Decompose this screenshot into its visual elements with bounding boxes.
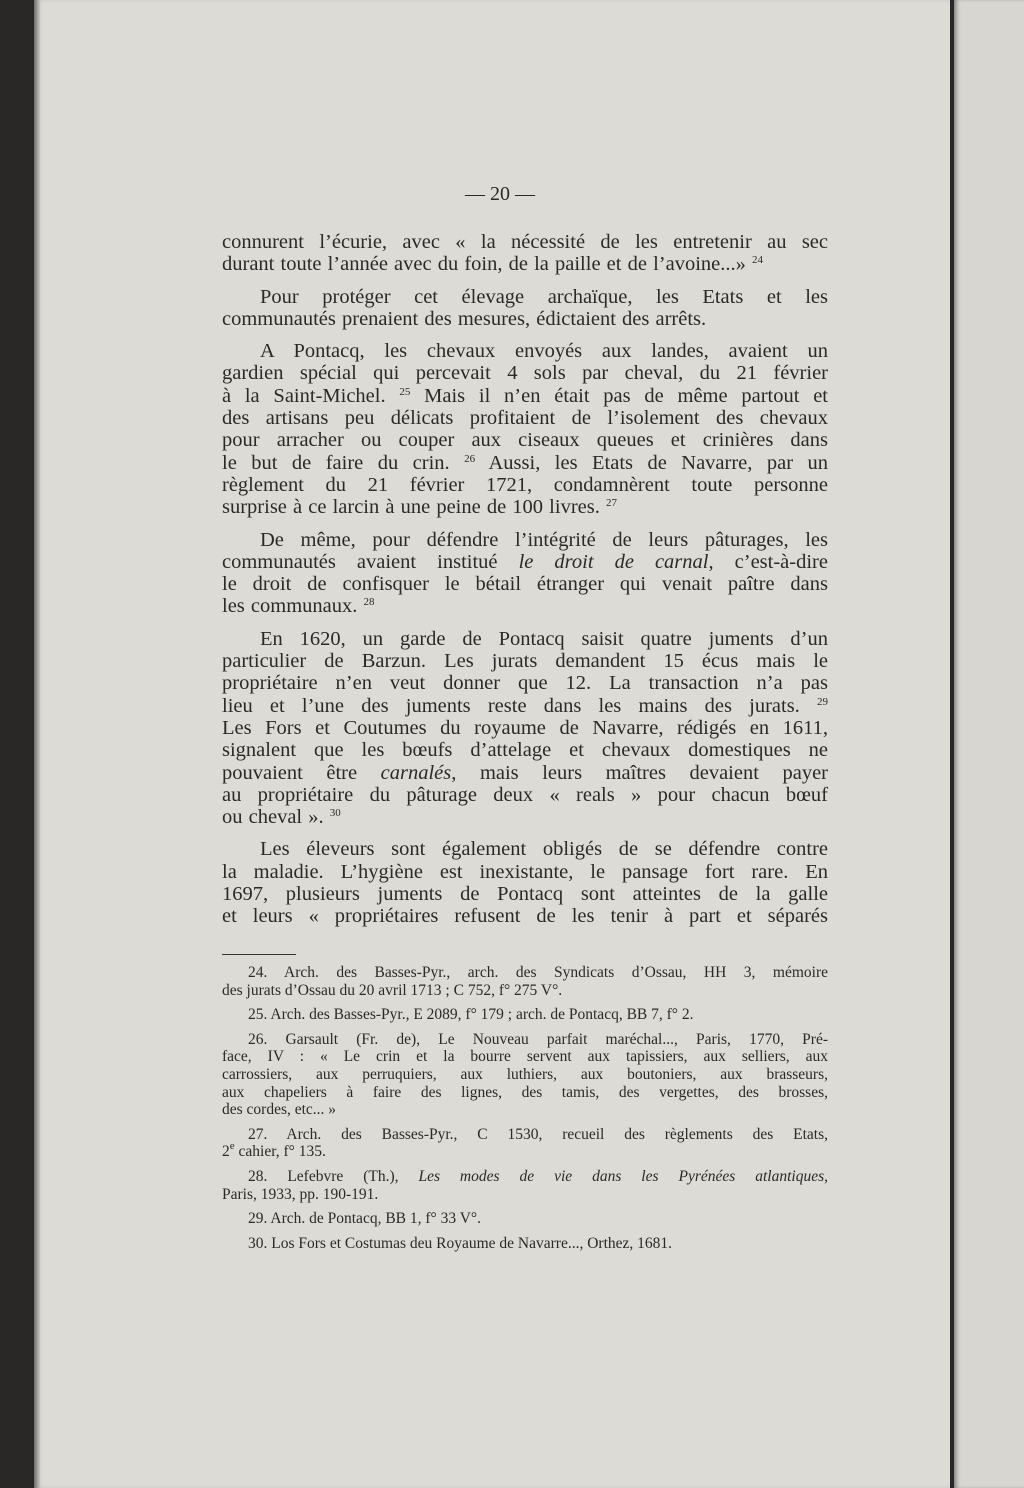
text-run: Aussi, les Etats de Navarre, par un (475, 451, 828, 474)
text-run: connurent l’écurie, avec « la nécessité de les entretenir au sec (222, 231, 828, 253)
footnote (222, 1031, 828, 1119)
page-number: — 20 — (465, 183, 535, 205)
footnote (222, 1126, 828, 1161)
text-line (222, 1084, 828, 1102)
text-run: carrossiers, aux perruquiers, aux luthiers, aux boutoniers, aux brasseurs, (222, 1065, 828, 1083)
text-run: Paris, 1933, pp. 190-191. (222, 1185, 379, 1203)
text-run: 25. Arch. des Basses-Pyr., E 2089, f° 179 ; arch. de Pontacq, BB 7, f° 2. (248, 1006, 694, 1024)
text-line (222, 573, 828, 595)
text-line (222, 1186, 828, 1204)
text-run: , c’est-à-dire (708, 550, 828, 573)
text-run: 27. Arch. des Basses-Pyr., C 1530, recueil des règlements des Etats, (248, 1125, 828, 1143)
paragraph (222, 231, 828, 276)
text-run: Pour protéger cet élevage archaïque, les Etats et les (260, 285, 828, 308)
text-run: Les éleveurs sont également obligés de se défendre contre (260, 838, 828, 861)
text-run: communautés prenaient des mesures, édictaient des arrêts. (222, 307, 707, 330)
text-line (222, 739, 828, 761)
text-run: , (824, 1167, 828, 1185)
footnote-ref: 24 (752, 254, 763, 267)
text-run: , mais leurs maîtres devaient payer (451, 761, 828, 784)
adjacent-page (954, 0, 1024, 1488)
text-line (222, 1006, 828, 1024)
text-run: au propriétaire du pâturage deux « reals » pour chacun bœuf (222, 783, 828, 806)
text-line (222, 529, 828, 551)
text-line (222, 1235, 828, 1253)
text-run: les communaux. (222, 595, 364, 618)
footnote-ref: e (229, 1140, 235, 1153)
text-line (222, 905, 828, 927)
text-line (222, 1066, 828, 1084)
text-line (222, 1048, 828, 1066)
text-run: lieu et l’une des juments reste dans les mains des jurats. (222, 694, 817, 717)
text-line (222, 838, 828, 860)
footnote (222, 1168, 828, 1203)
footnote-ref: 30 (329, 807, 341, 820)
text-run: gardien spécial qui percevait 4 sols par cheval, du 21 février (222, 362, 828, 385)
footnote (222, 964, 828, 999)
text-run: des jurats d’Ossau du 20 avril 1713 ; C 752, f° 275 V°. (222, 981, 563, 999)
text-line (222, 1126, 828, 1144)
footnote-ref: 29 (817, 695, 828, 708)
text-line (222, 231, 828, 253)
body-text (222, 231, 828, 938)
text-line (222, 253, 828, 275)
footnote (222, 1006, 828, 1024)
text-run: 24. Arch. des Basses-Pyr., arch. des Syndicats d’Ossau, HH 3, mémoire (248, 964, 828, 981)
text-line (222, 1210, 828, 1228)
text-run: A Pontacq, les chevaux envoyés aux landes, avaient un (260, 340, 828, 363)
text-run: 30. Los Fors et Costumas deu Royaume de Navarre..., Orthez, 1681. (248, 1234, 673, 1252)
text-line (222, 340, 828, 362)
text-run: 2 (222, 1143, 230, 1161)
text-line (222, 1101, 828, 1119)
text-line (222, 650, 828, 672)
italic-text: le droit de carnal (518, 550, 709, 573)
text-run: la maladie. L’hygiène est inexistante, le pansage fort rare. En (222, 860, 828, 883)
text-line (222, 308, 828, 330)
text-run: 1697, plusieurs juments de Pontacq sont atteintes de la galle (222, 883, 828, 906)
footnote-ref: 27 (605, 497, 617, 510)
text-line (222, 429, 828, 451)
text-line (222, 1031, 828, 1049)
text-line (222, 883, 828, 905)
text-run: communautés avaient institué (222, 550, 519, 573)
text-run: règlement du 21 février 1721, condamnèrent toute personne (222, 473, 828, 496)
text-line (222, 1168, 828, 1186)
italic-text: Les modes de vie dans les Pyrénées atlantiques (418, 1167, 825, 1185)
text-line (222, 762, 828, 784)
page-edge (34, 0, 40, 1488)
footnote (222, 1210, 828, 1228)
text-line (222, 452, 828, 474)
text-run: durant toute l’année avec du foin, de la paille et de l’avoine...» (222, 253, 752, 276)
text-line (222, 286, 828, 308)
text-line (222, 1140, 828, 1161)
text-run: face, IV : « Le crin et la bourre servent aux tapissiers, aux selliers, aux (222, 1048, 828, 1066)
text-run: le but de faire du crin. (222, 451, 465, 474)
text-line (222, 964, 828, 982)
text-run: surprise à ce larcin à une peine de 100 livres. (222, 496, 606, 519)
text-run: 28. Lefebvre (Th.), (248, 1167, 419, 1185)
text-run: et leurs « propriétaires refusent de les tenir à part et séparés (222, 905, 828, 928)
text-line (222, 717, 828, 739)
text-line (222, 362, 828, 384)
text-run: particulier de Barzun. Les jurats demandent 15 écus mais le (222, 650, 828, 673)
text-run: Mais il n’en était pas de même partout et (410, 384, 828, 407)
text-line (222, 474, 828, 496)
text-line (222, 407, 828, 429)
text-run: des cordes, etc... » (222, 1101, 337, 1119)
footnote-separator (222, 954, 296, 955)
paragraph (222, 340, 828, 518)
paragraph (222, 628, 828, 829)
text-line (222, 861, 828, 883)
text-line (222, 628, 828, 650)
text-line (222, 595, 828, 617)
text-line (222, 385, 828, 407)
text-line (222, 496, 828, 518)
text-run: propriétaire n’en veut donner que 12. La transaction n’a pas (222, 672, 828, 695)
text-run: Les Fors et Coutumes du royaume de Navarre, rédigés en 1611, (222, 716, 828, 739)
text-run: des artisans peu délicats profitaient de l’isolement des chevaux (222, 407, 828, 430)
text-run: pouvaient être (222, 761, 381, 784)
text-run: En 1620, un garde de Pontacq saisit quatre juments d’un (260, 627, 828, 650)
text-run: le droit de confisquer le bétail étranger qui venait paître dans (222, 573, 828, 596)
italic-text: carnalés (380, 761, 452, 784)
paragraph (222, 529, 828, 618)
text-run: à la Saint-Michel. (222, 384, 400, 407)
text-run: ou cheval ». (222, 806, 330, 829)
text-run: 29. Arch. de Pontacq, BB 1, f° 33 V°. (248, 1210, 481, 1228)
text-run: aux chapeliers à faire des lignes, des tamis, des vergettes, des brosses, (222, 1083, 828, 1101)
footnotes (222, 964, 828, 1259)
text-run: pour arracher ou couper aux ciseaux queues et crinières dans (222, 429, 828, 452)
footnote-ref: 28 (363, 596, 375, 609)
text-line (222, 695, 828, 717)
footnote-ref: 26 (464, 452, 476, 465)
text-run: signalent que les bœufs d’attelage et chevaux domestiques ne (222, 739, 828, 762)
paragraph (222, 286, 828, 331)
text-line (222, 784, 828, 806)
text-line (222, 982, 828, 1000)
text-run: cahier, f° 135. (234, 1143, 326, 1161)
text-run: 26. Garsault (Fr. de), Le Nouveau parfait maréchal..., Paris, 1770, Pré- (248, 1030, 828, 1048)
text-line (222, 551, 828, 573)
footnote (222, 1235, 828, 1253)
paragraph (222, 838, 828, 927)
text-run: De même, pour défendre l’intégrité de leurs pâturages, les (260, 528, 828, 551)
text-line (222, 806, 828, 828)
footnote-ref: 25 (399, 385, 411, 398)
text-line (222, 672, 828, 694)
